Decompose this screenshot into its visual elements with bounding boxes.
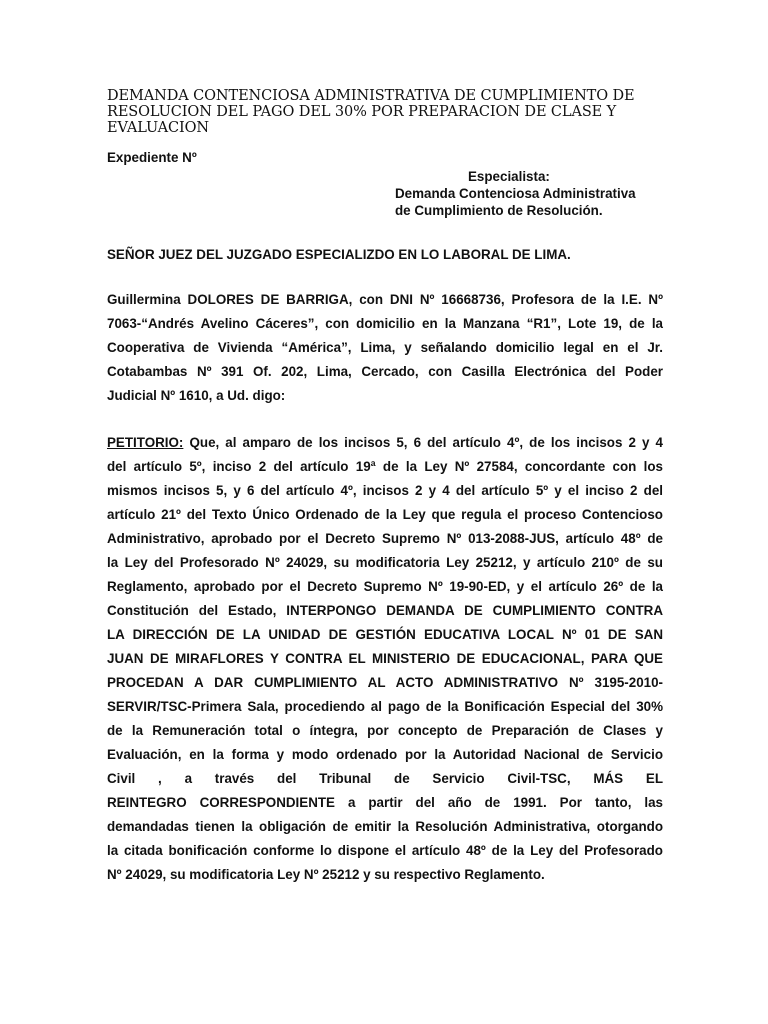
paragraph-line: PROCEDAN A DAR CUMPLIMIENTO AL ACTO ADMINISTRATIVO Nº 3195-2010- xyxy=(107,675,663,690)
paragraph-line: mismos incisos 5, y 6 del artículo 4º, incisos 2 y 4 del artículo 5º y el inciso 2 del xyxy=(107,483,663,498)
judge-address: SEÑOR JUEZ DEL JUZGADO ESPECIALIZDO EN LO LABORAL DE LIMA. xyxy=(107,247,571,262)
paragraph-line: Cooperativa de Vivienda “América”, Lima, y señalando domicilio legal en el Jr. xyxy=(107,340,663,355)
especialista-label: Especialista: xyxy=(468,169,550,184)
paragraph-line xyxy=(107,431,663,455)
especialista-line: de Cumplimiento de Resolución. xyxy=(395,203,603,218)
paragraph-line: la Ley del Profesorado Nº 24029, su modificatoria Ley 25212, y artículo 210º de su xyxy=(107,555,663,570)
paragraph-line: artículo 21º del Texto Único Ordenado de la Ley que regula el proceso Contencioso xyxy=(107,507,663,522)
paragraph-line: Civil , a través del Tribunal de Servicio Civil-TSC, MÁS EL xyxy=(107,771,663,786)
petitorio-paragraph xyxy=(107,431,663,887)
paragraph-line: Cotabambas Nº 391 Of. 202, Lima, Cercado, con Casilla Electrónica del Poder xyxy=(107,364,663,379)
petitorio-text: Que, al amparo de los incisos 5, 6 del artículo 4º, de los incisos 2 y 4 xyxy=(183,435,663,450)
paragraph-line: 7063-“Andrés Avelino Cáceres”, con domicilio en la Manzana “R1”, Lote 19, de la xyxy=(107,316,663,331)
paragraph-line: Judicial Nº 1610, a Ud. digo: xyxy=(107,388,286,403)
paragraph-line: REINTEGRO CORRESPONDIENTE a partir del año de 1991. Por tanto, las xyxy=(107,795,663,810)
title-line: DEMANDA CONTENCIOSA ADMINISTRATIVA DE CUMPLIMIENTO DE xyxy=(107,88,635,104)
petitorio-label: PETITORIO: xyxy=(107,435,184,450)
paragraph-line: Evaluación, en la forma y modo ordenado por la Autoridad Nacional de Servicio xyxy=(107,747,663,762)
paragraph-line: Constitución del Estado, INTERPONGO DEMANDA DE CUMPLIMIENTO CONTRA xyxy=(107,603,663,618)
paragraph-line: JUAN DE MIRAFLORES Y CONTRA EL MINISTERIO DE EDUCACIONAL, PARA QUE xyxy=(107,651,663,666)
paragraph-line: Reglamento, aprobado por el Decreto Supremo Nº 19-90-ED, y el artículo 26º de la xyxy=(107,579,663,594)
paragraph-line: Administrativo, aprobado por el Decreto Supremo Nº 013-2088-JUS, artículo 48º de xyxy=(107,531,663,546)
paragraph-line: de la Remuneración total o íntegra, por concepto de Preparación de Clases y xyxy=(107,723,663,738)
expediente-label: Expediente Nº xyxy=(107,150,197,165)
especialista-line: Demanda Contenciosa Administrativa xyxy=(395,186,636,201)
document-title xyxy=(107,88,667,136)
paragraph-line: SERVIR/TSC-Primera Sala, procediendo al pago de la Bonificación Especial del 30% xyxy=(107,699,663,714)
especialista-block xyxy=(395,168,636,219)
paragraph-line: la citada bonificación conforme lo dispone el artículo 48º de la Ley del Profesorado xyxy=(107,843,663,858)
title-line: RESOLUCION DEL PAGO DEL 30% POR PREPARACION DE CLASE Y xyxy=(107,104,617,120)
title-line: EVALUACION xyxy=(107,120,210,136)
paragraph-line: del artículo 5º, inciso 2 del artículo 19ª de la Ley Nº 27584, concordante con los xyxy=(107,459,663,474)
intro-paragraph xyxy=(107,288,663,408)
paragraph-line: LA DIRECCIÓN DE LA UNIDAD DE GESTIÓN EDUCATIVA LOCAL Nº 01 DE SAN xyxy=(107,627,663,642)
paragraph-line: Guillermina DOLORES DE BARRIGA, con DNI Nº 16668736, Profesora de la I.E. Nº xyxy=(107,292,663,307)
paragraph-line: demandadas tienen la obligación de emitir la Resolución Administrativa, otorgando xyxy=(107,819,663,834)
paragraph-line: Nº 24029, su modificatoria Ley Nº 25212 y su respectivo Reglamento. xyxy=(107,867,545,882)
